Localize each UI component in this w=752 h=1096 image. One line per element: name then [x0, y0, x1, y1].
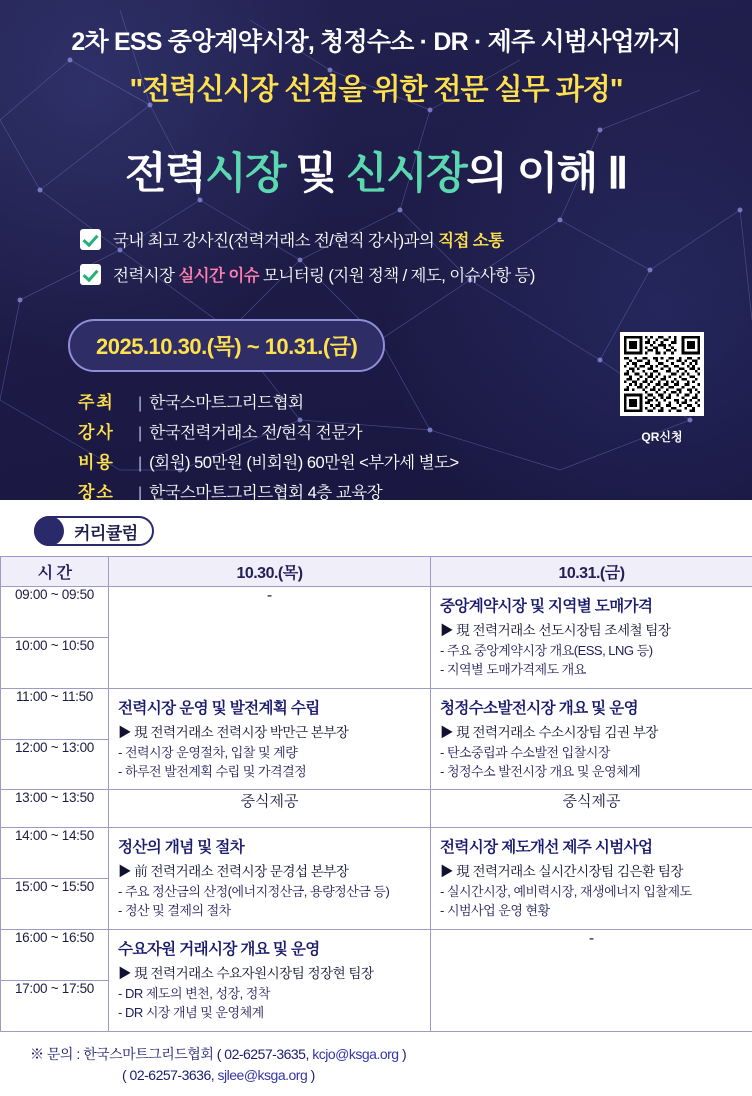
footer-line-2: [30, 1065, 722, 1086]
schedule-table: [0, 556, 752, 1032]
info-value: 한국스마트그리드협회: [149, 389, 303, 413]
day1-cell: [109, 930, 431, 1032]
qr-code-icon[interactable]: [620, 332, 704, 416]
time-cell: 16:00 ~ 16:50: [1, 930, 109, 981]
table-header-row: [1, 557, 752, 587]
day2-cell: 중식제공: [431, 790, 752, 828]
session-title: 청정수소발전시장 개요 및 운영: [440, 696, 743, 718]
session-lecturer: ▶ 現 전력거래소 실시간시장팀 김은환 팀장: [440, 860, 743, 880]
footer-line1-prefix: ※ 문의 : 한국스마트그리드협회 ( 02-6257-3635,: [30, 1046, 312, 1062]
session-item: - 주요 정산금의 산정(에너지정산금, 용량정산금 등): [118, 883, 421, 902]
bullet-2-emphasis: 실시간 이슈: [178, 267, 259, 285]
session-item: - 지역별 도매가격제도 개요: [440, 661, 743, 680]
info-value: 한국전력거래소 전/현직 전문가: [149, 419, 362, 443]
bullet-text: [113, 227, 503, 251]
bullet-item: [80, 262, 724, 286]
session-item: - 시범사업 운영 현황: [440, 902, 743, 921]
qr-caption: QR신청: [620, 428, 704, 445]
session-lecturer: ▶ 現 전력거래소 수소시장팀 김권 부장: [440, 721, 743, 741]
info-separator: |: [138, 485, 142, 500]
bullet-dot-icon: [34, 516, 64, 546]
section-title: 커리큘럼: [74, 519, 138, 544]
qr-block[interactable]: [620, 332, 704, 445]
date-badge: 2025.10.30.(목) ~ 10.31.(금): [68, 319, 385, 372]
session-title: 수요자원 거래시장 개요 및 운영: [118, 937, 421, 959]
check-icon: [80, 229, 101, 250]
session-item: - 청정수소 발전시장 개요 및 운영체계: [440, 763, 743, 782]
session-lecturer: ▶ 現 전력거래소 수요자원시장팀 정장현 팀장: [118, 962, 421, 982]
info-row-venue: [78, 478, 724, 500]
info-row-fee: [78, 448, 724, 473]
session-title: 정산의 개념 및 절차: [118, 835, 421, 857]
table-row: [1, 688, 752, 739]
title-part-2: 시장: [205, 150, 285, 198]
day2-cell: [431, 587, 752, 689]
page-title: [28, 140, 724, 201]
bullet-1-emphasis: 직접 소통: [438, 232, 503, 250]
check-icon: [80, 264, 101, 285]
footer-line1-suffix: ): [399, 1046, 407, 1062]
title-part-5: 의 이해 Ⅱ: [466, 150, 627, 198]
session-item: - DR 시장 개념 및 운영체계: [118, 1004, 421, 1023]
time-cell: 10:00 ~ 10:50: [1, 637, 109, 688]
session-item: - 전력시장 운영절차, 입찰 및 계량: [118, 744, 421, 763]
headline-quote: "전력신시장 선점을 위한 전문 실무 과정": [28, 67, 724, 108]
day1-cell: [109, 688, 431, 790]
bullet-1-prefix: 국내 최고 강사진(전력거래소 전/현직 강사)과의: [113, 232, 438, 250]
session-lecturer: ▶ 現 전력거래소 선도시장팀 조세철 팀장: [440, 619, 743, 639]
session-item: - 실시간시장, 예비력시장, 재생에너지 입찰제도: [440, 883, 743, 902]
day2-cell: [431, 688, 752, 790]
table-row: [1, 930, 752, 981]
footer-line-1: [30, 1044, 722, 1065]
footer-email-1[interactable]: kcjo@ksga.org: [312, 1046, 398, 1062]
footer-contact: [0, 1044, 752, 1096]
title-part-1: 전력: [125, 150, 205, 198]
info-separator: |: [138, 395, 142, 413]
bullet-2-prefix: 전력시장: [113, 267, 178, 285]
day1-cell: 중식제공: [109, 790, 431, 828]
session-title: 전력시장 제도개선 제주 시범사업: [440, 835, 743, 857]
table-row: [1, 828, 752, 879]
footer-line2-suffix: ): [307, 1067, 315, 1083]
info-label: 강사: [78, 418, 136, 443]
session-lecturer: ▶ 前 전력거래소 전력시장 문경섭 본부장: [118, 860, 421, 880]
info-label: 비용: [78, 448, 136, 473]
day1-cell: [109, 828, 431, 930]
info-label: 장소: [78, 478, 136, 500]
time-cell: 17:00 ~ 17:50: [1, 980, 109, 1031]
info-value: 한국스마트그리드협회 4층 교육장: [149, 479, 382, 500]
col-header-day2: 10.31.(금): [431, 557, 752, 587]
info-separator: |: [138, 425, 142, 443]
session-lecturer: ▶ 現 전력거래소 전력시장 박만근 본부장: [118, 721, 421, 741]
title-part-3: 및: [285, 150, 346, 198]
curriculum-pill: [34, 516, 154, 546]
info-separator: |: [138, 455, 142, 473]
session-item: - DR 제도의 변천, 성장, 정착: [118, 985, 421, 1004]
session-title: 전력시장 운영 및 발전계획 수립: [118, 696, 421, 718]
bullet-2-suffix: 모니터링 (지원 정책 / 제도, 이슈사항 등): [259, 267, 535, 285]
time-cell: 13:00 ~ 13:50: [1, 790, 109, 828]
col-header-time: 시 간: [1, 557, 109, 587]
bullet-text: [113, 262, 535, 286]
time-cell: 12:00 ~ 13:00: [1, 739, 109, 790]
table-row: [1, 587, 752, 638]
session-item: - 정산 및 결제의 절차: [118, 902, 421, 921]
time-cell: 15:00 ~ 15:50: [1, 879, 109, 930]
day1-cell: -: [109, 587, 431, 689]
headline-top: 2차 ESS 중앙계약시장, 청정수소 · DR · 제주 시범사업까지: [28, 0, 724, 58]
session-title: 중앙계약시장 및 지역별 도매가격: [440, 594, 743, 616]
session-item: - 하루전 발전계획 수립 및 가격결정: [118, 763, 421, 782]
day2-cell: [431, 828, 752, 930]
title-part-4: 신시장: [346, 150, 466, 198]
time-cell: 14:00 ~ 14:50: [1, 828, 109, 879]
bullet-list: [80, 227, 724, 286]
footer-email-2[interactable]: sjlee@ksga.org: [218, 1067, 308, 1083]
col-header-day1: 10.30.(목): [109, 557, 431, 587]
session-item: - 탄소중립과 수소발전 입찰시장: [440, 744, 743, 763]
session-item: - 주요 중앙계약시장 개요(ESS, LNG 등): [440, 642, 743, 661]
curriculum-header: [34, 516, 752, 546]
time-cell: 11:00 ~ 11:50: [1, 688, 109, 739]
info-value: (회원) 50만원 (비회원) 60만원 <부가세 별도>: [149, 449, 459, 473]
hero-banner: [0, 0, 752, 500]
footer-line2-prefix: ( 02-6257-3636,: [122, 1067, 218, 1083]
table-row: [1, 790, 752, 828]
info-label: 주최: [78, 388, 136, 413]
day2-cell: -: [431, 930, 752, 1032]
bullet-item: [80, 227, 724, 251]
time-cell: 09:00 ~ 09:50: [1, 587, 109, 638]
